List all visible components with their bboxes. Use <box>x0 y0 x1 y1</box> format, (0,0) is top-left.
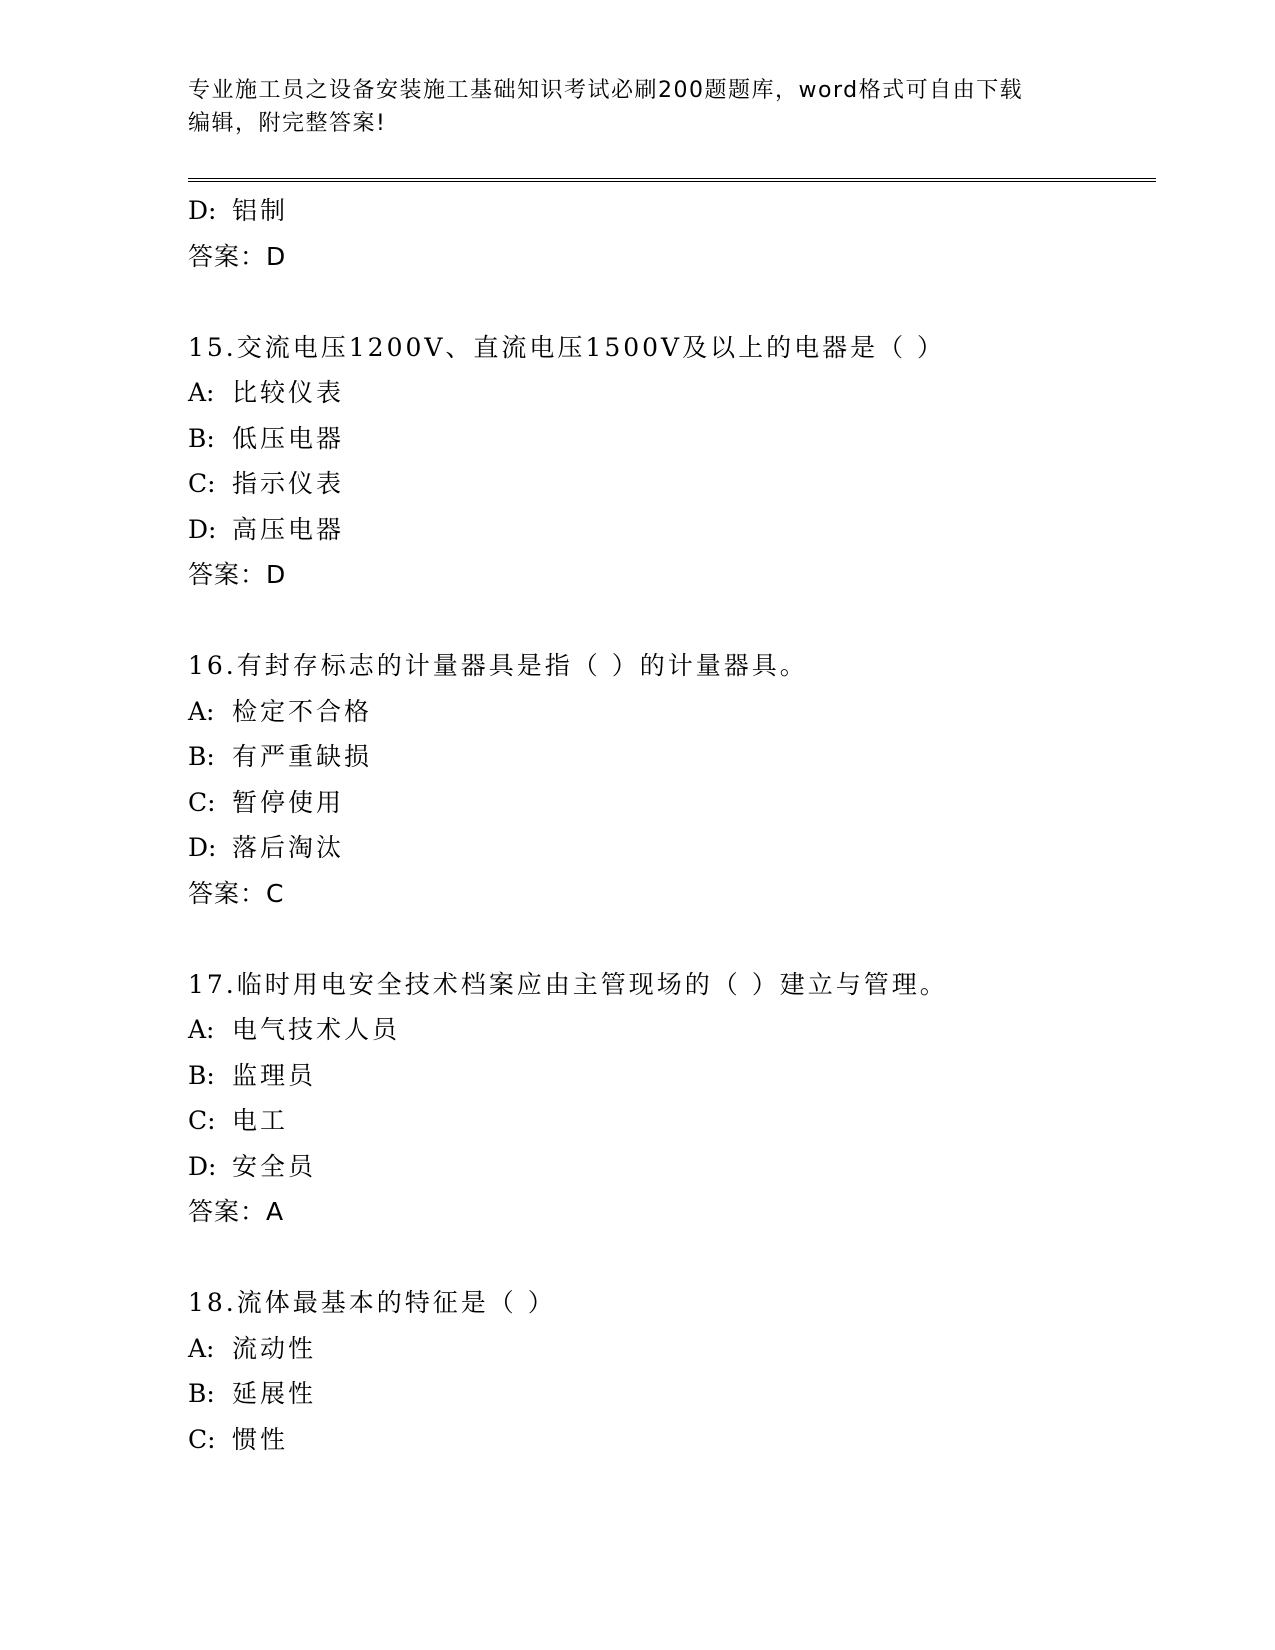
option-text: 电工 <box>232 1106 289 1135</box>
option-text: 检定不合格 <box>232 696 373 726</box>
option-c <box>188 1417 1156 1463</box>
option-text: 暂停使用 <box>232 787 345 817</box>
option-c <box>188 1098 1156 1144</box>
option-text: 落后淘汰 <box>232 833 345 862</box>
option-label: B: <box>188 1379 215 1408</box>
question-stem: 18.流体最基本的特征是（ ） <box>188 1288 556 1317</box>
option-text: 有严重缺损 <box>232 742 373 771</box>
option-text: 比较仪表 <box>232 378 345 407</box>
option-label: C: <box>188 1424 216 1454</box>
option-d <box>188 507 1156 553</box>
spacer <box>188 598 1156 644</box>
option-b <box>188 1053 1156 1099</box>
answer-line: 答案：D <box>188 241 287 271</box>
answer-line: 答案：D <box>188 560 287 589</box>
question-stem: 15.交流电压1200V、直流电压1500V及以上的电器是（ ） <box>188 332 946 362</box>
option-c <box>188 780 1156 826</box>
option-label: A: <box>188 1333 215 1363</box>
spacer <box>188 1235 1156 1281</box>
option-text: 低压电器 <box>232 423 345 453</box>
option-label: C: <box>188 469 216 498</box>
header-double-rule <box>188 178 1156 182</box>
option-label: B: <box>188 742 215 771</box>
option-d <box>188 188 1156 234</box>
option-text: 高压电器 <box>232 514 345 544</box>
question-block <box>188 1280 1156 1462</box>
option-text: 安全员 <box>232 1151 317 1181</box>
question-block <box>188 325 1156 598</box>
option-label: D: <box>188 833 217 862</box>
option-label: C: <box>188 1106 216 1135</box>
option-label: A: <box>188 696 215 726</box>
option-b <box>188 734 1156 780</box>
question-block <box>188 643 1156 916</box>
option-label: D: <box>188 196 217 225</box>
option-text: 电气技术人员 <box>232 1015 401 1044</box>
option-label: C: <box>188 787 216 817</box>
answer-line: 答案：C <box>188 878 285 908</box>
option-b <box>188 416 1156 462</box>
option-label: A: <box>188 378 215 407</box>
option-label: D: <box>188 514 217 544</box>
header-line-1: 专业施工员之设备安装施工基础知识考试必刷200题题库，word格式可自由下载 <box>188 78 1024 103</box>
option-d <box>188 1144 1156 1190</box>
spacer <box>188 279 1156 325</box>
option-a <box>188 1326 1156 1372</box>
option-label: A: <box>188 1015 215 1044</box>
option-a <box>188 689 1156 735</box>
option-label: D: <box>188 1151 217 1181</box>
option-label: B: <box>188 423 215 453</box>
header-line-2: 编辑，附完整答案! <box>188 111 387 136</box>
option-text: 惯性 <box>232 1424 289 1454</box>
option-c <box>188 461 1156 507</box>
option-a <box>188 370 1156 416</box>
page-header <box>188 74 1068 140</box>
option-text: 铝制 <box>232 196 289 225</box>
option-label: B: <box>188 1060 215 1090</box>
question-stem: 16.有封存标志的计量器具是指（ ）的计量器具。 <box>188 651 808 680</box>
question-stem: 17.临时用电安全技术档案应由主管现场的（ ）建立与管理。 <box>188 969 948 999</box>
option-b <box>188 1371 1156 1417</box>
option-a <box>188 1007 1156 1053</box>
option-text: 指示仪表 <box>232 469 345 498</box>
option-d <box>188 825 1156 871</box>
option-text: 延展性 <box>232 1379 317 1408</box>
question-list <box>188 188 1156 1462</box>
spacer <box>188 916 1156 962</box>
option-text: 监理员 <box>232 1060 317 1090</box>
answer-line: 答案：A <box>188 1197 285 1226</box>
option-text: 流动性 <box>232 1333 317 1363</box>
question-block <box>188 962 1156 1235</box>
